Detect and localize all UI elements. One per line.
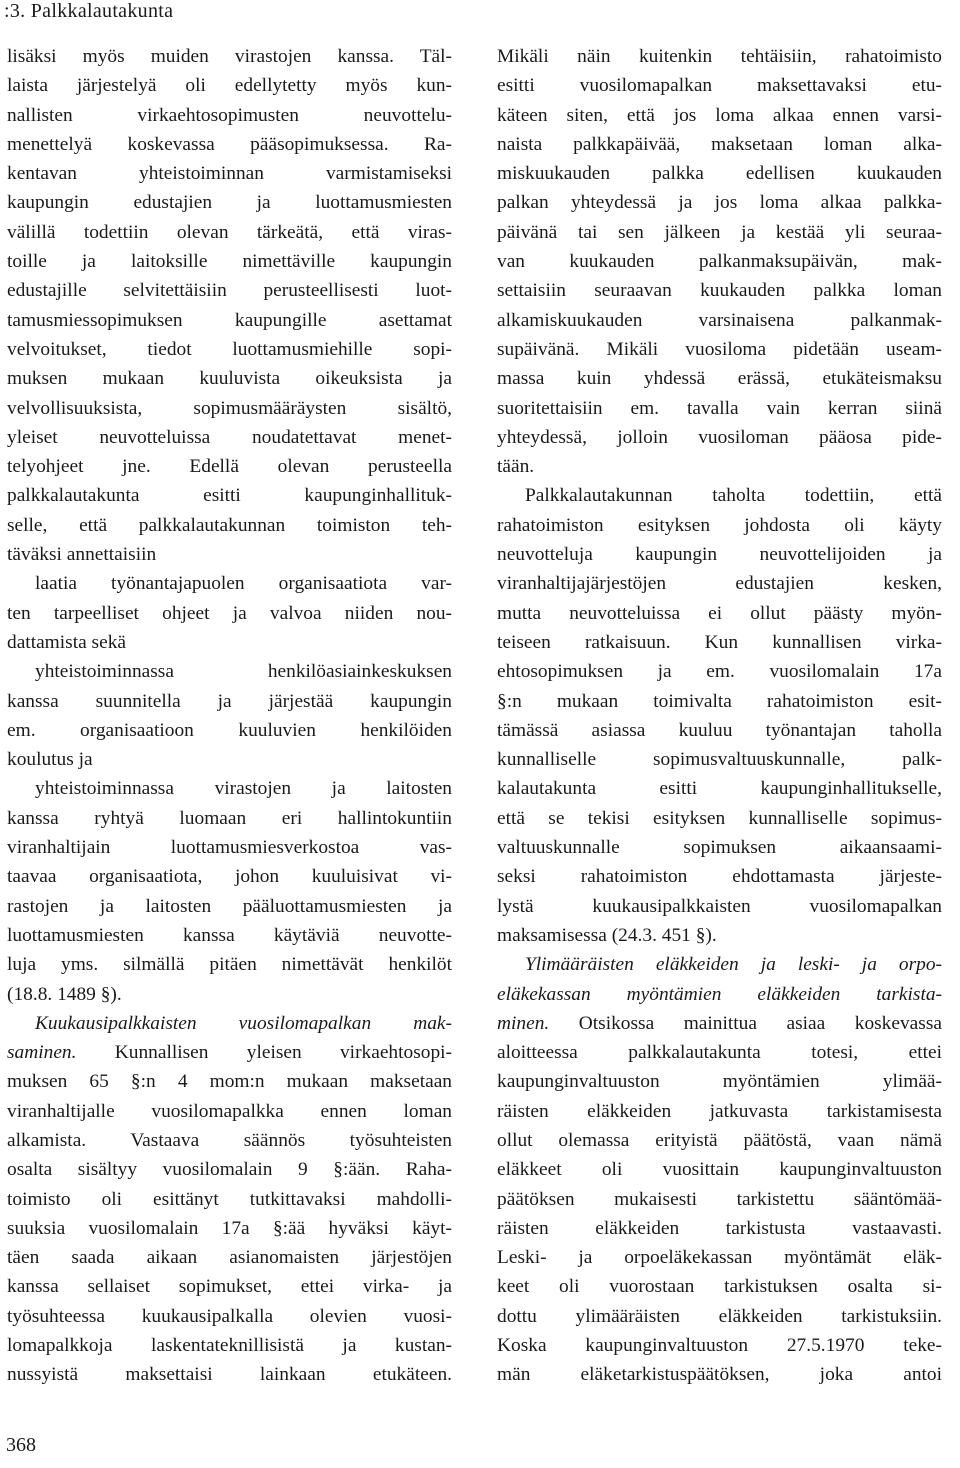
- right-column-line: räisten eläkkeiden jatkuvasta tarkistamisesta: [497, 1100, 942, 1122]
- right-column-line: yhteydessä, jolloin vuosiloman pääosa pide-: [497, 426, 942, 448]
- right-column-line: kalautakunta esitti kaupunginhallitukselle,: [497, 778, 942, 800]
- left-column-line: taavaa organisaatiota, johon kuuluisivat vi-: [7, 866, 452, 888]
- left-column: [7, 42, 452, 1390]
- right-column-line: mutta neuvotteluissa ei ollut päästy myön-: [497, 602, 942, 624]
- right-column-line: valtuuskunnalle sopimuksen aikaansaami-: [497, 837, 942, 859]
- left-column-line: kanssa ryhtyä luomaan eri hallintokuntiin: [7, 807, 452, 829]
- right-column-line: palkan yhteydessä ja jos loma alkaa palkka-: [497, 192, 942, 214]
- left-column-line: nallisten virkaehtosopimusten neuvottelu-: [7, 104, 452, 126]
- right-column-line: Ylimääräisten eläkkeiden ja leski- ja orpo-: [525, 954, 942, 976]
- left-column-line: täen saada aikaan asianomaisten järjestöjen: [7, 1247, 452, 1269]
- right-column-line: teiseen ratkaisuun. Kun kunnallisen virka-: [497, 631, 942, 653]
- right-column-line: ehtosopimuksen ja em. vuosilomalain 17a: [497, 661, 942, 683]
- left-column-line: muksen 65 §:n 4 mom:n mukaan maksetaan: [7, 1071, 452, 1093]
- right-column: [497, 42, 942, 1390]
- right-column-line: räisten eläkkeiden tarkistusta vastaavasti.: [497, 1217, 942, 1239]
- right-column-line: viranhaltijajärjestöjen edustajien kesken,: [497, 573, 942, 595]
- left-column-line: em. organisaatioon kuuluvien henkilöiden: [7, 719, 452, 741]
- right-column-line: rahatoimiston esityksen johdosta oli käyty: [497, 514, 942, 536]
- right-column-line: päivänä tai sen jälkeen ja kestää yli seuraa-: [497, 221, 942, 243]
- right-column-line: tään.: [497, 456, 535, 478]
- left-column-line: edustajille selvitettäisiin perusteellisesti luot-: [7, 280, 452, 302]
- right-column-line: naista palkkapäivää, maksetaan loman alka-: [497, 133, 942, 155]
- italic-heading-text: minen.: [497, 1012, 550, 1034]
- right-column-line: Mikäli näin kuitenkin tehtäisiin, rahatoimisto: [497, 46, 942, 67]
- left-column-line: kaupungin edustajien ja luottamusmiesten: [7, 192, 452, 214]
- right-column-line: aloitteessa palkkalautakunta totesi, ettei: [497, 1042, 942, 1064]
- body-text: Kunnallisen yleisen virkaehtosopi-: [76, 1042, 452, 1064]
- left-column-line: työsuhteessa kuukausipalkalla olevien vuosi-: [7, 1305, 452, 1327]
- body-text: Otsikossa mainittua asiaa koskevassa: [549, 1012, 942, 1034]
- right-column-line: lystä kuukausipalkkaisten vuosilomapalkan: [497, 895, 942, 917]
- right-column-line: eläkkeet oli vuosittain kaupunginvaltuuston: [497, 1159, 942, 1181]
- left-column-line: Kuukausipalkkaisten vuosilomapalkan mak-: [35, 1012, 452, 1034]
- left-column-line: rastojen ja laitosten pääluottamusmiesten ja: [7, 895, 452, 917]
- left-column-line: kanssa suunnitella ja järjestää kaupungin: [7, 690, 452, 712]
- left-column-line: viranhaltijain luottamusmiesverkostoa vas-: [7, 837, 452, 859]
- left-column-line: toille ja laitoksille nimettäville kaupungin: [7, 251, 452, 273]
- page-number: 368: [6, 1434, 36, 1456]
- left-column-line: täväksi annettaisiin: [7, 544, 157, 566]
- right-column-line: Koska kaupunginvaltuuston 27.5.1970 teke-: [497, 1335, 942, 1357]
- left-column-line: palkkalautakunta esitti kaupunginhallituk-: [7, 485, 452, 507]
- right-column-line: keet oli vuorostaan tarkistuksen osalta si-: [497, 1276, 942, 1298]
- right-column-line: että se tekisi esityksen kunnalliselle sopimus-: [497, 807, 942, 829]
- left-column-line: tamusmiessopimuksen kaupungille asettamat: [7, 309, 452, 331]
- left-column-line: ten tarpeelliset ohjeet ja valvoa niiden nou-: [7, 602, 452, 624]
- right-column-line: Leski- ja orpoeläkekassan myöntämät eläk-: [497, 1247, 942, 1269]
- left-column-line: [7, 1038, 452, 1067]
- left-column-line: telyohjeet jne. Edellä olevan perusteella: [7, 456, 452, 478]
- left-column-line: lomapalkkoja laskentateknillisistä ja kustan-: [7, 1335, 452, 1357]
- right-column-line: supäivänä. Mikäli vuosiloma pidetään useam-: [497, 338, 942, 360]
- running-head: :3. Palkkalautakunta: [4, 0, 174, 22]
- left-column-line: toimisto oli esittänyt tutkittavaksi mahdolli-: [7, 1188, 452, 1210]
- left-column-line: selle, että palkkalautakunnan toimiston teh-: [7, 514, 452, 536]
- left-column-line: alkamista. Vastaava säännös työsuhteisten: [7, 1129, 452, 1151]
- right-column-line: van kuukauden palkanmaksupäivän, mak-: [497, 251, 942, 273]
- right-column-line: miskuukauden palkka edellisen kuukauden: [497, 163, 942, 185]
- left-column-line: koulutus ja: [7, 749, 93, 771]
- right-column-line: [497, 1009, 942, 1038]
- right-column-line: dottu ylimääräisten eläkkeiden tarkistuksiin.: [497, 1305, 942, 1327]
- right-column-line: seksi rahatoimiston ehdottamasta järjeste-: [497, 866, 942, 888]
- left-column-line: luottamusmiesten kanssa käytäviä neuvotte-: [7, 924, 452, 946]
- right-column-line: ollut olemassa erityistä päätöstä, vaan nämä: [497, 1129, 942, 1151]
- right-column-line: kaupunginvaltuuston myöntämien ylimää-: [497, 1071, 942, 1093]
- left-column-line: suuksia vuosilomalain 17a §:ää hyväksi käyt-: [7, 1217, 452, 1239]
- left-column-line: yhteistoiminnassa virastojen ja laitosten: [35, 778, 452, 800]
- right-column-line: neuvotteluja kaupungin neuvottelijoiden ja: [497, 544, 942, 566]
- left-column-line: menettelyä koskevassa pääsopimuksessa. Ra-: [7, 133, 452, 155]
- left-column-line: kentavan yhteistoiminnan varmistamiseksi: [7, 163, 452, 185]
- left-column-line: velvollisuuksista, sopimusmääräysten sisältö,: [7, 397, 452, 419]
- left-column-line: yleiset neuvotteluissa noudatettavat menet-: [7, 426, 452, 448]
- left-column-line: nussyistä maksettaisi lainkaan etukäteen.: [7, 1364, 452, 1386]
- right-column-line: män eläketarkistuspäätöksen, joka antoi: [497, 1364, 942, 1386]
- left-column-line: kanssa sellaiset sopimukset, ettei virka- ja: [7, 1276, 452, 1298]
- right-column-line: eläkekassan myöntämien eläkkeiden tarkista-: [497, 983, 942, 1005]
- left-column-line: muksen mukaan kuuluvista oikeuksista ja: [7, 368, 452, 390]
- right-column-line: päätöksen mukaisesti tarkistettu sääntömää-: [497, 1188, 942, 1210]
- right-column-line: alkamiskuukauden varsinaisena palkanmak-: [497, 309, 942, 331]
- left-column-line: (18.8. 1489 §).: [7, 983, 122, 1005]
- left-column-line: lisäksi myös muiden virastojen kanssa. Täl-: [7, 46, 452, 67]
- right-column-line: kunnalliselle sopimusvaltuuskunnalle, palk-: [497, 749, 942, 771]
- left-column-line: dattamista sekä: [7, 631, 126, 653]
- left-column-line: velvoitukset, tiedot luottamusmiehille sopi-: [7, 338, 452, 360]
- left-column-line: viranhaltijalle vuosilomapalkka ennen loman: [7, 1100, 452, 1122]
- right-column-line: esitti vuosilomapalkan maksettavaksi etu-: [497, 75, 942, 97]
- right-column-line: tämässä asiassa kuuluu työnantajan taholla: [497, 719, 942, 741]
- left-column-line: välillä todettiin olevan tärkeätä, että viras-: [7, 221, 452, 243]
- left-column-line: osalta sisältyy vuosilomalain 9 §:ään. Raha-: [7, 1159, 452, 1181]
- right-column-line: käteen siten, että jos loma alkaa ennen varsi-: [497, 104, 942, 126]
- right-column-line: maksamisessa (24.3. 451 §).: [497, 924, 717, 946]
- left-column-line: laatia työnantajapuolen organisaatiota var-: [35, 573, 452, 595]
- right-column-line: settaisiin seuraavan kuukauden palkka loman: [497, 280, 942, 302]
- right-column-line: massa kuin yhdessä erässä, etukäteismaksu: [497, 368, 942, 390]
- italic-heading-text: saminen.: [7, 1042, 77, 1064]
- right-column-line: suoritettaisiin em. tavalla vain kerran siinä: [497, 397, 942, 419]
- left-column-line: luja yms. silmällä pitäen nimettävät henkilöt: [7, 954, 452, 976]
- right-column-line: §:n mukaan toimivalta rahatoimiston esit-: [497, 690, 942, 712]
- right-column-line: Palkkalautakunnan taholta todettiin, että: [525, 485, 942, 507]
- left-column-line: yhteistoiminnassa henkilöasiainkeskuksen: [35, 661, 452, 683]
- left-column-line: laista järjestelyä oli edellytetty myös kun-: [7, 75, 452, 97]
